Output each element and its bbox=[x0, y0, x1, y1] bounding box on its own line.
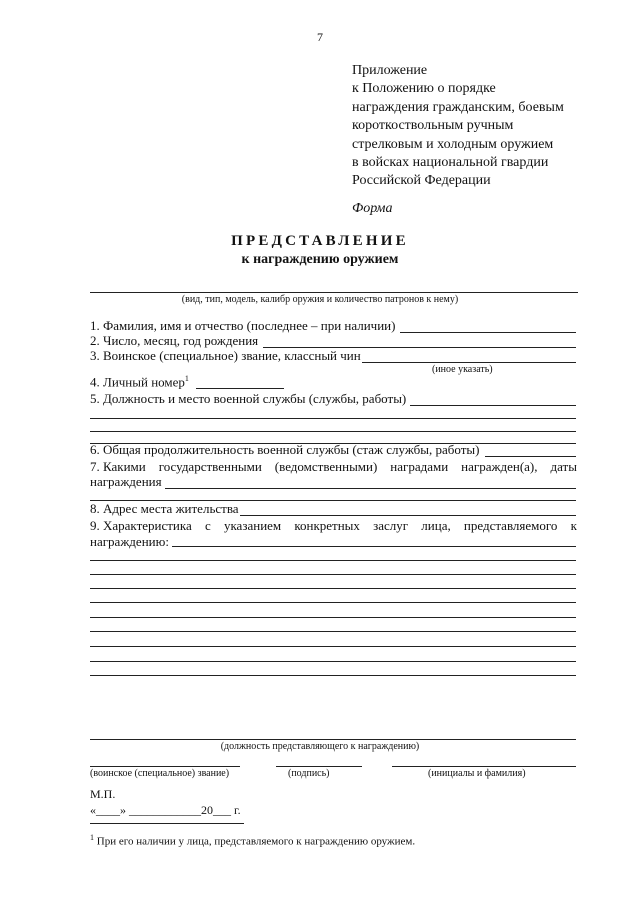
footnote-number: 1 bbox=[90, 833, 94, 842]
characteristics-fill-line[interactable] bbox=[90, 675, 576, 676]
field-position-label: 5. Должность и место военной службы (службы, работы) bbox=[90, 391, 407, 406]
field-service-length bbox=[90, 442, 479, 458]
appendix-line: к Положению о порядке bbox=[352, 81, 496, 97]
awards-fill-line[interactable] bbox=[165, 488, 576, 489]
signature-line[interactable] bbox=[276, 766, 362, 767]
field-awards-word: награжден(а), bbox=[461, 459, 538, 474]
field-awards-word: 7. Какими bbox=[90, 459, 146, 474]
appendix-line: в войсках национальной гвардии bbox=[352, 155, 549, 171]
appendix-block bbox=[352, 62, 564, 191]
field-service-length-label: 6. Общая продолжительность военной службы (стаж службы, работы) bbox=[90, 442, 480, 457]
footnote-mark: 1 bbox=[184, 374, 189, 383]
characteristics-fill-line[interactable] bbox=[90, 646, 576, 647]
rank-fill-line[interactable] bbox=[362, 362, 576, 363]
field-characteristics-word: к bbox=[570, 518, 577, 533]
address-fill-line[interactable] bbox=[240, 515, 576, 516]
page-number: 7 bbox=[317, 30, 323, 44]
position-fill-line[interactable] bbox=[90, 431, 576, 432]
footnote-text: При его наличии у лица, представляемого к награждению оружием. bbox=[96, 835, 416, 848]
field-rank-label: 3. Воинское (специальное) звание, классный чин bbox=[90, 348, 361, 363]
field-characteristics-word: с bbox=[204, 518, 211, 533]
appendix-line: Российской Федерации bbox=[352, 173, 491, 189]
representative-position-hint: (должность представляющего к награждению) bbox=[220, 741, 420, 752]
field-characteristics-word: представляемого bbox=[463, 518, 558, 533]
full-name-fill-line[interactable] bbox=[400, 332, 576, 333]
field-full-name-label: 1. Фамилия, имя и отчество (последнее – при наличии) bbox=[90, 318, 396, 333]
rank-hint: (иное указать) bbox=[432, 364, 493, 375]
field-characteristics-word: указанием bbox=[223, 518, 282, 533]
initials-hint: (инициалы и фамилия) bbox=[428, 768, 526, 779]
characteristics-fill-line[interactable] bbox=[90, 588, 576, 589]
field-full-name bbox=[90, 318, 395, 334]
field-awards-label-2: награждения bbox=[90, 474, 162, 489]
field-characteristics-word: конкретных bbox=[294, 518, 360, 533]
form-label: Форма bbox=[352, 201, 393, 216]
appendix-line: награждения гражданским, боевым bbox=[352, 99, 564, 115]
position-fill-line[interactable] bbox=[90, 418, 576, 419]
characteristics-fill-line[interactable] bbox=[172, 546, 576, 547]
field-characteristics-word: заслуг bbox=[373, 518, 409, 533]
field-birth-date bbox=[90, 333, 258, 349]
rank-signature-line[interactable] bbox=[90, 766, 240, 767]
characteristics-fill-line[interactable] bbox=[90, 560, 576, 561]
weapon-fill-line[interactable] bbox=[90, 292, 578, 293]
position-fill-line[interactable] bbox=[410, 405, 576, 406]
characteristics-fill-line[interactable] bbox=[90, 631, 576, 632]
field-awards-word: наградами bbox=[390, 459, 449, 474]
appendix-line: стрелковым и холодным оружием bbox=[352, 136, 554, 152]
service-length-fill-line[interactable] bbox=[485, 456, 576, 457]
field-characteristics-label-2: награждению: bbox=[90, 534, 169, 549]
field-characteristics-word: лица, bbox=[421, 518, 451, 533]
field-characteristics bbox=[90, 518, 577, 534]
field-characteristics-line2 bbox=[90, 534, 169, 550]
characteristics-fill-line[interactable] bbox=[90, 617, 576, 618]
field-characteristics-word: 9. Характеристика bbox=[90, 518, 192, 533]
characteristics-fill-line[interactable] bbox=[90, 602, 576, 603]
document-subtitle: к награждению оружием bbox=[241, 252, 399, 267]
field-awards bbox=[90, 459, 577, 475]
field-birth-date-label: 2. Число, месяц, год рождения bbox=[90, 333, 259, 348]
signature-hint: (подпись) bbox=[288, 768, 330, 779]
footnote-separator bbox=[90, 823, 244, 824]
field-awards-word: даты bbox=[550, 459, 577, 474]
stamp-place: М.П. bbox=[90, 787, 116, 801]
characteristics-fill-line[interactable] bbox=[90, 661, 576, 662]
document-title: ПРЕДСТАВЛЕНИЕ bbox=[231, 233, 409, 249]
field-address-label: 8. Адрес места жительства bbox=[90, 501, 239, 516]
initials-line[interactable] bbox=[392, 766, 576, 767]
personal-number-fill-line[interactable] bbox=[196, 388, 284, 389]
representative-position-line[interactable] bbox=[90, 739, 576, 740]
footnote bbox=[90, 833, 415, 848]
field-address bbox=[90, 501, 239, 517]
rank-signature-hint: (воинское (специальное) звание) bbox=[90, 768, 230, 779]
field-awards-word: (ведомственными) bbox=[274, 459, 378, 474]
field-position bbox=[90, 391, 406, 407]
field-personal-number-label: 4. Личный номер bbox=[90, 374, 185, 390]
appendix-line: Приложение bbox=[352, 63, 428, 78]
field-rank bbox=[90, 348, 361, 364]
characteristics-fill-line[interactable] bbox=[90, 574, 576, 575]
weapon-hint: (вид, тип, модель, калибр оружия и количество патронов к нему) bbox=[181, 294, 459, 305]
appendix-line: короткоствольным ручным bbox=[352, 118, 514, 134]
field-awards-word: государственными bbox=[158, 459, 262, 474]
field-personal-number bbox=[90, 374, 189, 390]
date-line: «____» ____________20___ г. bbox=[90, 803, 241, 817]
field-awards-line2 bbox=[90, 474, 162, 490]
